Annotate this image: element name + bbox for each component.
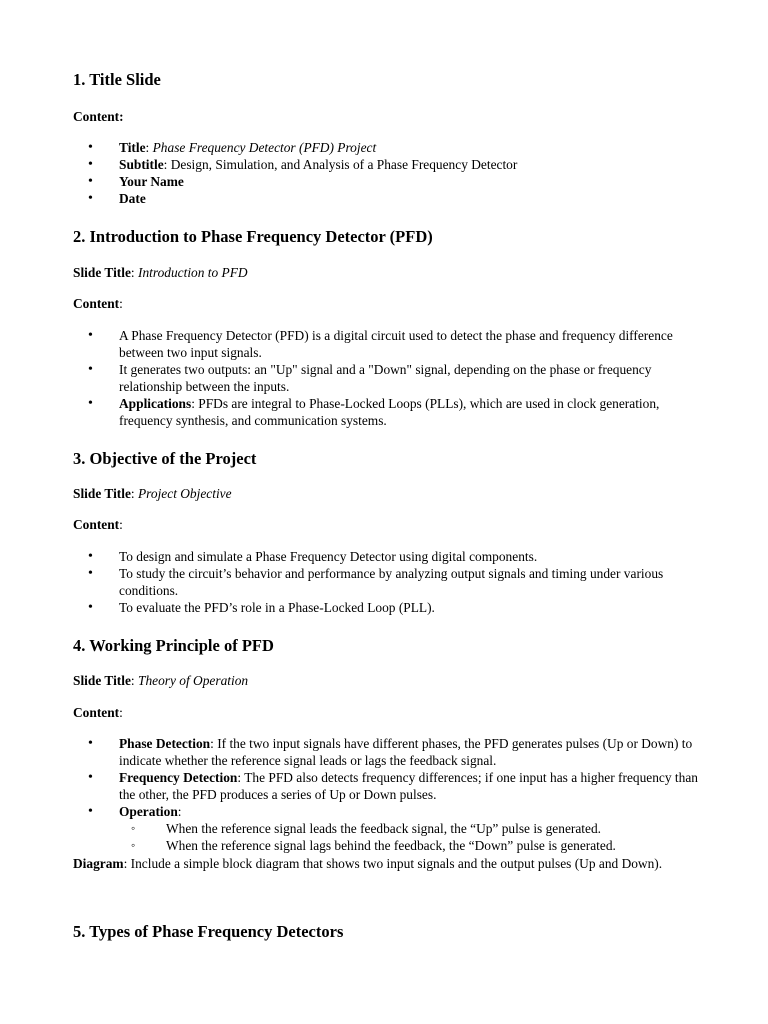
list-item: • To evaluate the PFD’s role in a Phase-Locked Loop (PLL). [73,599,708,616]
s2-content-label: Content: [73,296,123,311]
list-item: • Phase Detection: If the two input signals have different phases, the PFD generates pulses (Up or Down) to indicate whether the reference signal leads or lags the feedback signal. [73,735,708,769]
section-2-heading: 2. Introduction to Phase Frequency Detector (PFD) [73,227,433,246]
section-4-heading: 4. Working Principle of PFD [73,636,274,655]
section-5-heading: 5. Types of Phase Frequency Detectors [73,922,344,941]
s4-diagram-note: Diagram: Include a simple block diagram that shows two input signals and the output pulses (Up and Down). [73,856,663,871]
section-1-heading: 1. Title Slide [73,70,161,89]
s2-slide-title: Slide Title: Introduction to PFD [73,265,248,280]
s4-content-label: Content: [73,705,123,720]
s4-sub-list [73,820,708,854]
list-item: • Subtitle: Design, Simulation, and Analysis of a Phase Frequency Detector [73,156,708,173]
list-item: • To design and simulate a Phase Frequency Detector using digital components. [73,548,708,565]
s4-slide-title: Slide Title: Theory of Operation [73,673,249,688]
s1-content-label: Content: [73,109,124,124]
list-item: • Title: Phase Frequency Detector (PFD) Project [73,139,708,156]
list-item: • It generates two outputs: an "Up" signal and a "Down" signal, depending on the phase or frequency relationship between the inputs. [73,361,708,395]
list-item: • Frequency Detection: The PFD also detects frequency differences; if one input has a higher frequency than the other, the PFD produces a series of Up or Down pulses. [73,769,708,803]
s4-bullet-list [73,735,708,820]
section-3-heading: 3. Objective of the Project [73,449,257,468]
s2-bullet-list [73,327,708,429]
s3-bullet-list [73,548,708,616]
list-item: • To study the circuit’s behavior and performance by analyzing output signals and timing under various conditions. [73,565,708,599]
s3-content-label: Content: [73,517,123,532]
list-item: • A Phase Frequency Detector (PFD) is a digital circuit used to detect the phase and frequency difference between two input signals. [73,327,708,361]
list-item: • Date [73,190,708,207]
list-item: • Applications: PFDs are integral to Phase-Locked Loops (PLLs), which are used in clock generation, frequency synthesis, and communication systems. [73,395,708,429]
sub-list-item: ◦ When the reference signal leads the feedback signal, the “Up” pulse is generated. [73,820,708,837]
list-item: • Operation: [73,803,708,820]
s1-bullet-list [73,139,708,207]
list-item: • Your Name [73,173,708,190]
s3-slide-title: Slide Title: Project Objective [73,486,232,501]
sub-list-item: ◦ When the reference signal lags behind the feedback, the “Down” pulse is generated. [73,837,708,854]
